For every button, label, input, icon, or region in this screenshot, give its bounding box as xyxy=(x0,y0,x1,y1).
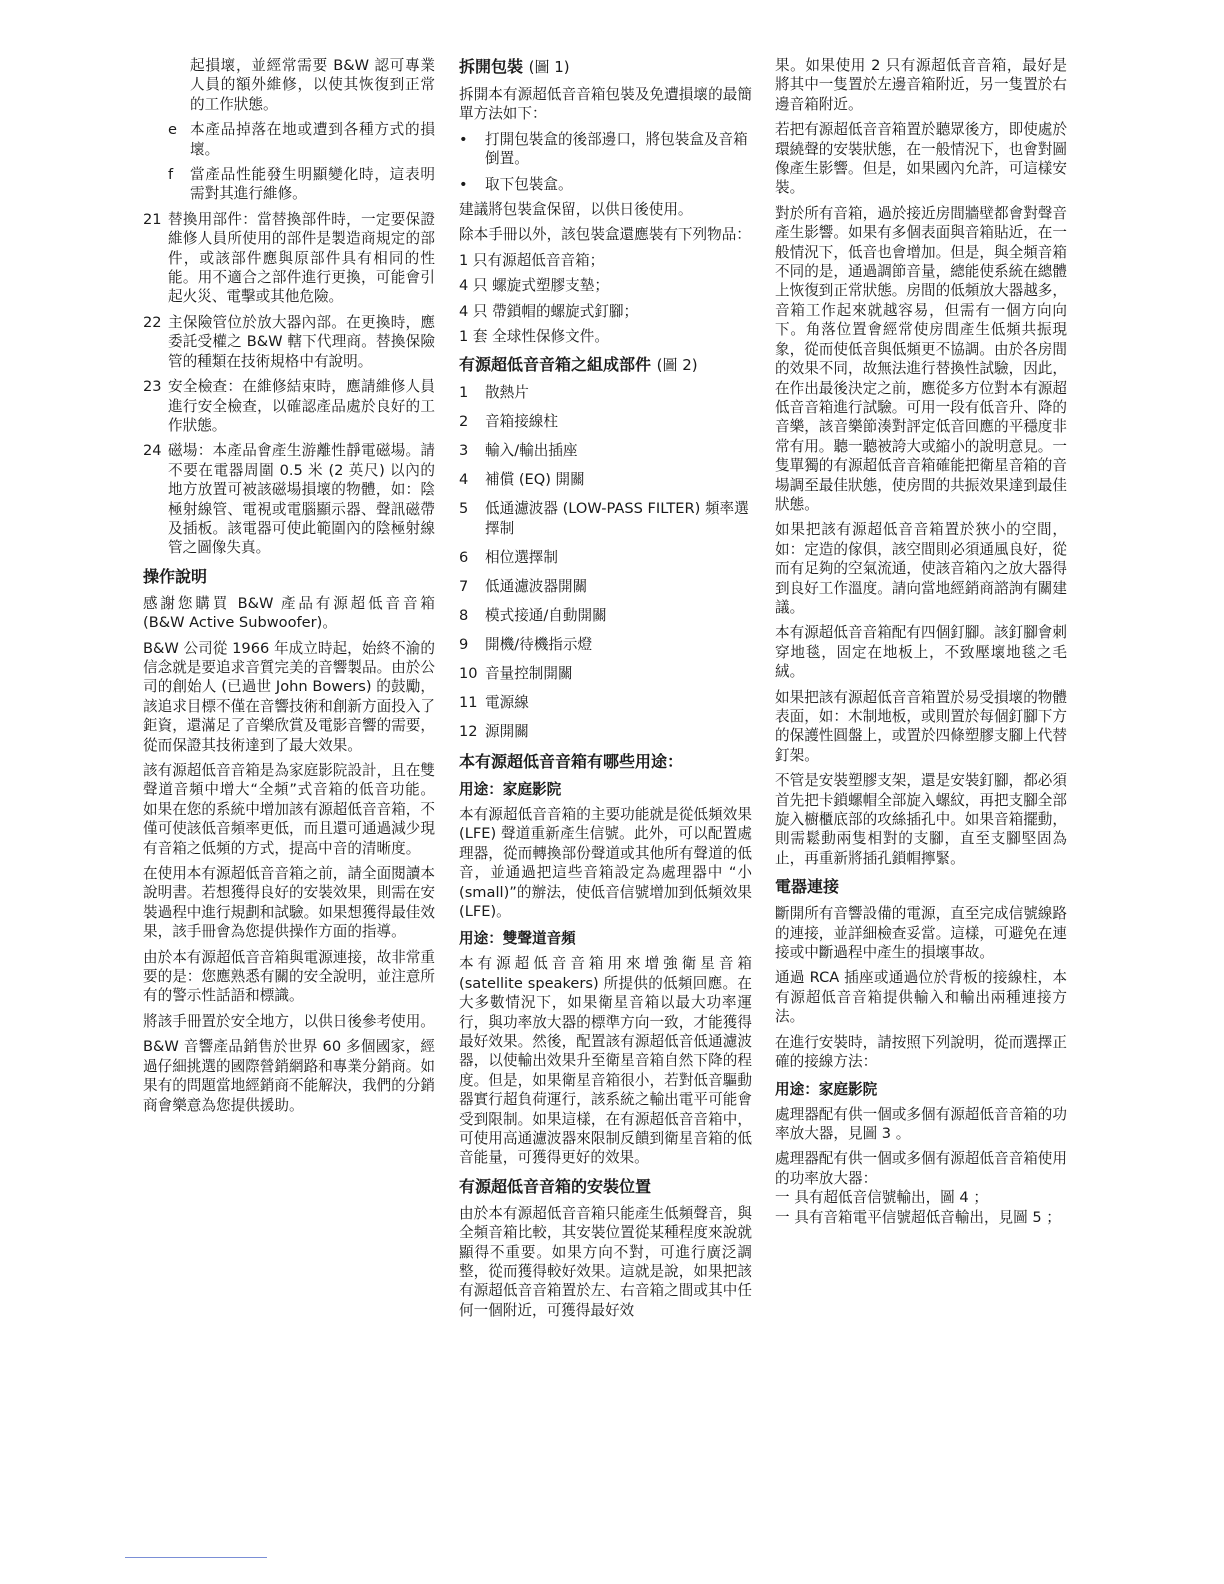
paragraph: 處理器配有供一個或多個有源超低音音箱使用的功率放大器： xyxy=(775,1150,1067,1187)
bullet-item xyxy=(459,175,752,194)
part-item xyxy=(459,412,752,431)
part-item xyxy=(459,722,752,741)
footer-rule xyxy=(125,1557,267,1558)
item-text: 主保險管位於放大器內部。在更換時，應委託受權之 B&W 轄下代理商。替換保險管的種類在技術規格中有說明。 xyxy=(168,313,435,370)
part-name: 相位選擇制 xyxy=(485,548,558,566)
paragraph: 如果把該有源超低音音箱置於狹小的空間，如：定造的傢俱，該空間則必須通風良好，從而有足夠的空氣流通，使該音箱內之放大器得到良好工作溫度。請向當地經銷商諮詢有關建議。 xyxy=(775,521,1067,616)
part-number: 10 xyxy=(459,664,478,682)
bullet-item xyxy=(459,130,752,169)
item-label: 23 xyxy=(143,378,162,396)
part-name: 電源線 xyxy=(485,693,529,711)
subheading-home-theatre: 用途：家庭影院 xyxy=(775,1080,878,1098)
part-number: 7 xyxy=(459,577,469,595)
figure-reference: (圖 1) xyxy=(528,58,570,76)
part-name: 音箱接線柱 xyxy=(485,413,558,431)
paragraph: 在進行安裝時，請按照下列說明，從而選擇正確的接線方法： xyxy=(775,1033,1067,1071)
paragraph: 若把有源超低音音箱置於聽眾後方，即使處於環繞聲的安裝狀態，在一般情況下，也會對圖像產生影響。但是，如果國內允許，可這樣安裝。 xyxy=(775,121,1067,197)
part-number: 4 xyxy=(459,471,469,489)
paragraph: 通過 RCA 插座或通過位於背板的接線柱，本有源超低音音箱提供輸入和輸出兩種連接方法。 xyxy=(775,969,1067,1026)
part-item xyxy=(459,606,752,625)
item-label: f xyxy=(168,166,174,184)
paragraph: 如果把該有源超低音音箱置於易受損壞的物體表面，如：木制地板，或則置於每個釘腳下方的保護性圓盤上，或置於四條塑膠支腳上代替釘架。 xyxy=(775,688,1067,764)
heading-text: 有源超低音音箱之組成部件 xyxy=(459,355,652,375)
part-name: 源開關 xyxy=(485,722,529,740)
part-name: 補償 (EQ) 開關 xyxy=(485,471,585,489)
continued-paragraph: 起損壞，並經常需要 B&W 認可專業人員的額外維修，以使其恢復到正常的工作狀態。 xyxy=(190,57,435,113)
part-name: 模式接通/自動開關 xyxy=(485,606,607,624)
part-name: 開機/待機指示燈 xyxy=(485,635,593,653)
part-name: 散熱片 xyxy=(485,384,529,402)
item-label: e xyxy=(168,121,177,139)
item-label: 24 xyxy=(143,442,162,460)
part-item xyxy=(459,635,752,654)
section-heading-placement: 有源超低音音箱的安裝位置 xyxy=(459,1176,652,1196)
part-number: 9 xyxy=(459,635,469,653)
list-item xyxy=(143,165,435,204)
part-item xyxy=(459,441,752,460)
paragraph: 本有源超低音音箱的主要功能就是從低頻效果 (LFE) 聲道重新產生信號。此外，可以配置處理器，從而轉換部份聲道或其他所有聲道的低音，並通過把這些音箱設定為處理器中 “小 (small)”的辦法，使低音信號增加到低頻效果 (LFE)。 xyxy=(459,805,752,920)
list-item xyxy=(143,313,435,371)
part-item xyxy=(459,664,752,683)
part-name: 低通濾波器開關 xyxy=(485,577,588,595)
part-number: 6 xyxy=(459,548,469,566)
paragraph: 由於本有源超低音音箱與電源連接，故非常重要的是：您應熟悉有關的安全說明，並注意所有的警示性話語和標識。 xyxy=(143,948,435,1005)
section-heading-unpacking xyxy=(459,56,752,78)
paragraph: 處理器配有供一個或多個有源超低音音箱的功率放大器，見圖 3 。 xyxy=(775,1105,1067,1142)
contents-item: 1 套 全球性保修文件。 xyxy=(459,328,609,346)
bullet-icon: • xyxy=(459,130,468,148)
paragraph: 斷開所有音響設備的電源，直至完成信號線路的連接，並詳細檢查妥當。這樣，可避免在連接或中斷過程中產生的損壞事故。 xyxy=(775,905,1067,962)
column-3 xyxy=(775,56,1067,1233)
list-item xyxy=(143,210,435,307)
part-name: 輸入/輸出插座 xyxy=(485,442,578,460)
part-number: 11 xyxy=(459,693,478,711)
contents-item: 4 只 螺旋式塑膠支墊； xyxy=(459,277,609,295)
paragraph: 建議將包裝盒保留，以供日後使用。 xyxy=(459,201,693,219)
list-item xyxy=(143,441,435,557)
column-1 xyxy=(143,56,435,1121)
item-label: 22 xyxy=(143,313,162,331)
part-item xyxy=(459,548,752,567)
item-text: 磁場：本產品會產生游離性靜電磁場。請不要在電器周圍 0.5 米 (2 英尺) 以內的地方放置可被該磁場損壞的物體，如：陰極射線管、電視或電腦顯示器、聲訊磁帶及插板。該電器可使此範圍內的陰極射線管之圖像失真。 xyxy=(168,442,435,557)
part-name: 音量控制開關 xyxy=(485,664,573,682)
list-line: 一 具有音箱電平信號超低音輸出，見圖 5 ； xyxy=(775,1208,1061,1226)
part-number: 5 xyxy=(459,500,469,518)
subheading-home-theatre: 用途：家庭影院 xyxy=(459,780,562,798)
paragraph: 該有源超低音音箱是為家庭影院設計，且在雙聲道音頻中增大“全頻”式音箱的低音功能。如果在您的系統中增加該有源超低音音箱，不僅可使該低音頻率更低，而且還可通過減少現有音箱之低頻的方式，提高中音的清晰度。 xyxy=(143,762,435,857)
paragraph: 將該手冊置於安全地方，以供日後參考使用。 xyxy=(143,1012,435,1030)
paragraph: 拆開本有源超低音音箱包裝及免遭損壞的最簡單方法如下： xyxy=(459,86,752,123)
item-label: 21 xyxy=(143,210,162,228)
paragraph: B&W 音響產品銷售於世界 60 多個國家，經過仔細挑選的國際營銷網路和專業分銷商。如果有的問題當地經銷商不能解決，我們的分銷商會樂意為您提供援助。 xyxy=(143,1038,435,1114)
bullet-text: 取下包裝盒。 xyxy=(485,175,573,193)
part-number: 3 xyxy=(459,442,469,460)
paragraph: B&W 公司從 1966 年成立時起，始終不渝的信念就是要追求音質完美的音響製品。由於公司的創始人 (已過世 John Bowers) 的鼓勵，該追求目標不僅在音響技術和創新方面投入了鉅資，還滿足了音樂欣賞及電影音響的需要，從而保證其技術達到了最大效果。 xyxy=(143,639,435,754)
section-heading-operation: 操作說明 xyxy=(143,566,208,586)
contents-item: 1 只有源超低音音箱； xyxy=(459,251,605,269)
paragraph: 感謝您購買 B&W 產品有源超低音音箱 (B&W Active Subwoofer)。 xyxy=(143,594,435,632)
list-item xyxy=(143,377,435,435)
paragraph: 果。如果使用 2 只有源超低音音箱，最好是將其中一隻置於左邊音箱附近，另一隻置於右邊音箱附近。 xyxy=(775,57,1067,113)
bullet-text: 打開包裝盒的後部邊口，將包裝盒及音箱倒置。 xyxy=(485,130,748,168)
part-number: 2 xyxy=(459,413,469,431)
part-item xyxy=(459,383,752,402)
part-number: 8 xyxy=(459,606,469,624)
paragraph: 本有源超低音音箱配有四個釘腳。該釘腳會刺穿地毯，固定在地板上，不致壓壞地毯之毛絨。 xyxy=(775,624,1067,681)
list-item xyxy=(143,120,435,159)
part-item xyxy=(459,470,752,489)
part-name: 低通濾波器 (LOW-PASS FILTER) 頻率選擇制 xyxy=(485,500,749,537)
part-item xyxy=(459,499,752,538)
figure-reference: (圖 2) xyxy=(656,356,698,375)
paragraph: 不管是安裝塑膠支架，還是安裝釘腳，都必須首先把卡鎖螺帽全部旋入螺紋，再把支腳全部旋入櫥櫃底部的攻絲插孔中。如果音箱擺動，則需鬆動兩隻相對的支腳，直至支腳堅固為止，再重新將插孔鎖帽擰緊。 xyxy=(775,772,1067,867)
part-item xyxy=(459,577,752,596)
part-number: 12 xyxy=(459,722,478,740)
paragraph: 本有源超低音音箱用來增強衛星音箱 (satellite speakers) 所提供的低頻回應。在大多數情況下，如果衛星音箱以最大功率運行，與功率放大器的標準方向一致，才能獲得最好效果。然後，配置該有源超低音低通濾波器，以使輸出效果升至衛星音箱自然下降的程度。但是，如果衛星音箱很小，若對低音驅動器實行超負荷運行，該系統之輸出電平可能會受到限制。如果這樣，在有源超低音音箱中，可使用高通濾波器來限制反饋到衛星音箱的低音能量，可獲得更好的效果。 xyxy=(459,955,752,1167)
heading-text: 拆開包裝 xyxy=(459,57,524,76)
paragraph: 在使用本有源超低音音箱之前，請全面閱讀本說明書。若想獲得良好的安裝效果，則需在安裝過程中進行規劃和試驗。如果想獲得最佳效果，該手冊會為您提供操作方面的指導。 xyxy=(143,865,435,941)
section-heading-parts xyxy=(459,354,752,376)
item-text: 當產品性能發生明顯變化時，這表明需對其進行維修。 xyxy=(190,166,435,203)
subheading-two-channel: 用途：雙聲道音頻 xyxy=(459,930,576,948)
item-text: 本產品掉落在地或遭到各種方式的損壞。 xyxy=(190,121,435,158)
column-2 xyxy=(459,56,752,1326)
section-heading-electrical: 電器連接 xyxy=(775,877,840,897)
part-item xyxy=(459,693,752,712)
list-line: 一 具有超低音信號輸出，圖 4 ； xyxy=(775,1189,988,1207)
item-text: 安全檢查：在維修結束時，應請維修人員進行安全檢查，以確認產品處於良好的工作狀態。 xyxy=(168,378,435,434)
section-heading-uses: 本有源超低音音箱有哪些用途： xyxy=(459,751,684,771)
bullet-icon: • xyxy=(459,175,468,193)
contents-item: 4 只 帶鎖帽的螺旋式釘腳； xyxy=(459,302,639,320)
paragraph: 對於所有音箱，過於接近房間牆壁都會對聲音產生影響。如果有多個表面與音箱貼近，在一般情況下，低音也會增加。但是，與全頻音箱不同的是，通過調節音量，總能使系統在總體上恢復到正常狀態。房間的低頻放大器越多，音箱工作起來就越容易，但需有一個方向向下。角落位置會經常使房間產生低頻共振現象，從而使低音與低頻更不協調。由於各房間的效果不同，故無法進行替換性試驗，因此，在作出最後決定之前，應從多方位對本有源超低音音箱進行試驗。可用一段有低音升、降的音樂，該音樂節湊對評定低音回應的平穩度非常有用。聽一聽被誇大或縮小的說明意見。一隻單獨的有源超低音音箱確能把衛星音箱的音場調至最佳狀態，使房間的共振效果達到最佳狀態。 xyxy=(775,204,1067,513)
item-text: 替換用部件：當替換部件時，一定要保證維修人員所使用的部件是製造商規定的部件，或該部件應與原部件具有相同的性能。用不適合之部件進行更換，可能會引起火災、電擊或其他危險。 xyxy=(168,210,435,306)
part-number: 1 xyxy=(459,384,469,402)
paragraph: 由於本有源超低音音箱只能產生低頻聲音，與全頻音箱比較，其安裝位置從某種程度來說就顯得不重要。如果方向不對，可進行廣泛調整，從而獲得較好效果。這就是說，如果把該有源超低音音箱置於左、右音箱之間或其中任何一個附近，可獲得最好效 xyxy=(459,1204,752,1319)
paragraph: 除本手冊以外，該包裝盒還應裝有下列物品： xyxy=(459,226,751,244)
